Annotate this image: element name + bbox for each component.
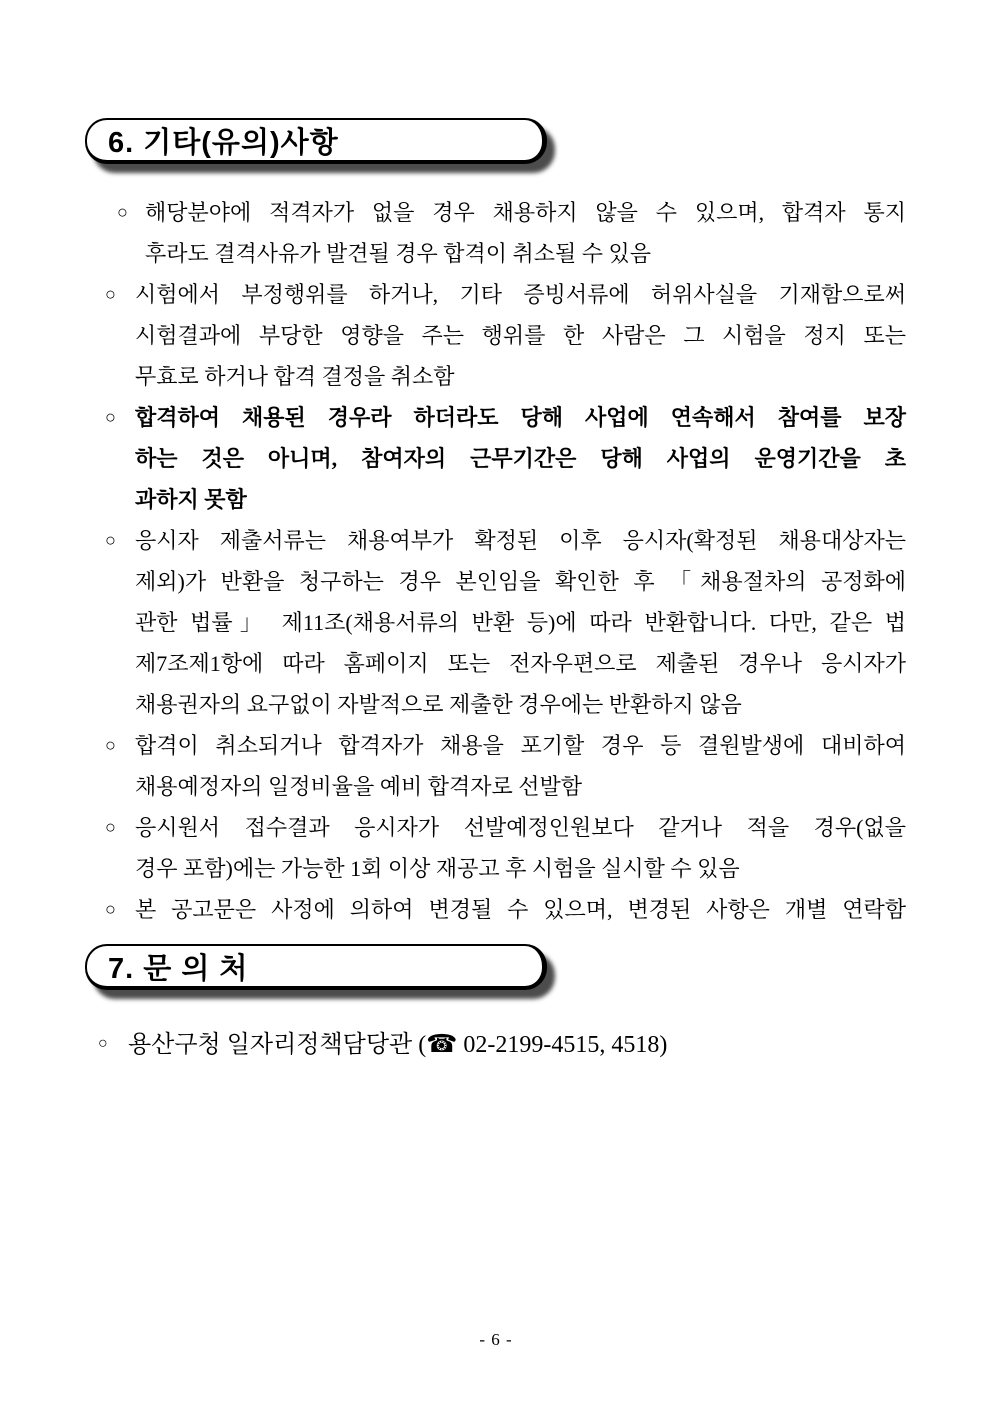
- contact-line: [98, 1024, 932, 1065]
- text-line: 하는 것은 아니며, 참여자의 근무기간은 당해 사업의 운영기간을 초: [135, 446, 906, 471]
- text-line: 시험에서 부정행위를 하거나, 기타 증빙서류에 허위사실을 기재함으로써: [135, 282, 906, 307]
- text-line: 경우 포함)에는 가능한 1회 이상 재공고 후 시험을 실시할 수 있음: [135, 856, 740, 881]
- text-line: 제7조제1항에 따라 홈페이지 또는 전자우편으로 제출된 경우나 응시자가: [135, 651, 906, 676]
- text-line: 제외)가 반환을 청구하는 경우 본인임을 확인한 후 「채용절차의 공정화에: [135, 569, 906, 594]
- contact-org: 용산구청 일자리정책담당관 (: [128, 1032, 427, 1058]
- text-line: 합격하여 채용된 경우라 하더라도 당해 사업에 연속해서 참여를 보장: [135, 405, 906, 430]
- bullet-circle-icon: ○: [105, 284, 116, 304]
- text-line: 채용예정자의 일정비율을 예비 합격자로 선발함: [135, 774, 583, 799]
- text-line: 합격이 취소되거나 합격자가 채용을 포기할 경우 등 결원발생에 대비하여: [135, 733, 906, 758]
- page-number: - 6 -: [479, 1330, 513, 1349]
- bullet-circle-icon: ○: [105, 817, 116, 837]
- section-header-7-label: 7. 문 의 처: [108, 952, 249, 985]
- text-line: 해당분야에 적격자가 없을 경우 채용하지 않을 수 있으며, 합격자 통지: [145, 200, 906, 225]
- text-line: 응시원서 접수결과 응시자가 선발예정인원보다 같거나 적을 경우(없을: [135, 815, 906, 840]
- bullet-circle-icon: ○: [105, 899, 116, 919]
- section-header-6: [85, 118, 547, 164]
- telephone-icon: ☎: [426, 1029, 458, 1058]
- text-line: 본 공고문은 사정에 의하여 변경될 수 있으며, 변경된 사항은 개별 연락함: [135, 897, 906, 922]
- bullet-circle-icon: ○: [98, 1035, 108, 1052]
- text-line: 과하지 못함: [135, 487, 247, 512]
- list-item: [100, 807, 906, 889]
- list-item: [100, 192, 906, 274]
- section-header-6-label: 6. 기타(유의)사항: [108, 126, 339, 159]
- text-line: 채용권자의 요구없이 자발적으로 제출한 경우에는 반환하지 않음: [135, 692, 742, 717]
- section-header-7: [85, 944, 547, 990]
- text-line: 응시자 제출서류는 채용여부가 확정된 이후 응시자(확정된 채용대상자는: [135, 528, 906, 553]
- bullet-circle-icon: ○: [105, 735, 116, 755]
- text-line: 무효로 하거나 합격 결정을 취소함: [135, 364, 455, 389]
- list-item: [100, 889, 906, 930]
- list-item: [100, 725, 906, 807]
- list-item: [100, 520, 906, 725]
- text-line: 후라도 결격사유가 발견될 경우 합격이 취소될 수 있음: [145, 241, 652, 266]
- contact-phone-numbers: 02-2199-4515, 4518): [457, 1032, 668, 1058]
- list-item: [100, 397, 906, 520]
- bullet-circle-icon: ○: [105, 407, 116, 427]
- bullet-circle-icon: ○: [105, 530, 116, 550]
- bullet-circle-icon: ○: [117, 202, 128, 222]
- list-item: [100, 274, 906, 397]
- text-line: 시험결과에 부당한 영향을 주는 행위를 한 사람은 그 시험을 정지 또는: [135, 323, 906, 348]
- notes-list: [100, 192, 906, 930]
- text-line: 관한 법률」 제11조(채용서류의 반환 등)에 따라 반환합니다. 다만, 같은 법: [135, 610, 906, 635]
